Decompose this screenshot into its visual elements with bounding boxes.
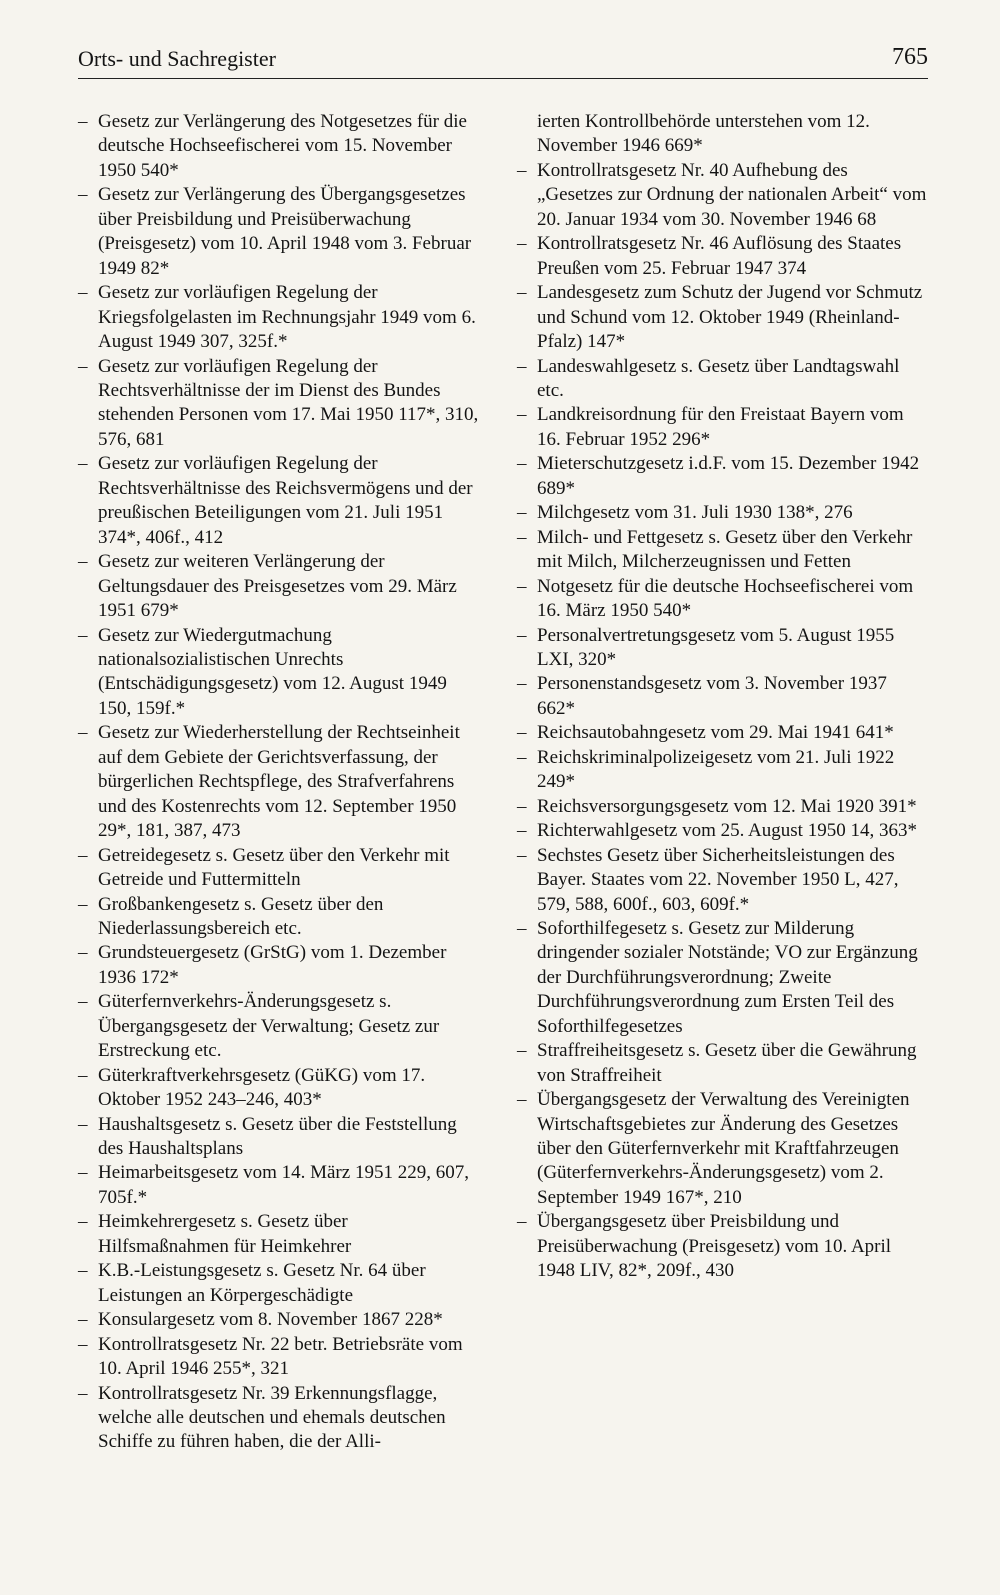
entry-text: Kontrollratsgesetz Nr. 46 Auflösung des Staates Preußen vom 25. Februar 1947 374: [537, 233, 902, 279]
entry-dash: –: [78, 1064, 88, 1086]
entry-dash: –: [517, 575, 527, 597]
entry-dash: –: [78, 355, 88, 377]
index-entry: [517, 1088, 927, 1210]
entry-text: Reichsversorgungsgesetz vom 12. Mai 1920 391*: [537, 795, 917, 817]
entry-text: Übergangsgesetz der Verwaltung des Vereinigten Wirtschaftsgebietes zur Änderung des Gesetzes über den Güterfernverkehr mit Kraftfahrzeugen (Güterfernverkehrs-Änderungsgesetz) vom 2. September 1949 167*, 210: [537, 1089, 910, 1208]
entry-text: Gesetz zur Verlängerung des Notgesetzes für die deutsche Hochseefischerei vom 15. November 1950 540*: [98, 111, 467, 181]
entry-text: Personalvertretungsgesetz vom 5. August 1955 LXI, 320*: [537, 624, 895, 670]
entry-dash: –: [517, 673, 527, 695]
entry-dash: –: [517, 404, 527, 426]
entry-text: Milch- und Fettgesetz s. Gesetz über den Verkehr mit Milch, Milcherzeugnissen und Fetten: [537, 526, 913, 573]
entry-text: Güterkraftverkehrsgesetz (GüKG) vom 17. Oktober 1952 243–246, 403*: [98, 1064, 426, 1111]
entry-text: Soforthilfegesetz s. Gesetz zur Milderung dringender sozialer Notstände; VO zur Ergänzung der Durchführungsverordnung; Zweite Durchführungsverordnung zum Ersten Teil des Soforthilfegesetzes: [537, 917, 918, 1037]
entry-dash: –: [78, 722, 88, 744]
index-entry: [517, 526, 927, 575]
index-entry: [517, 501, 927, 525]
entry-dash: –: [517, 233, 527, 255]
entry-text: Milchgesetz vom 31. Juli 1930 138*, 276: [537, 502, 853, 524]
entry-dash: –: [78, 1309, 88, 1331]
entry-text: Landeswahlgesetz s. Gesetz über Landtagswahl etc.: [537, 355, 900, 401]
index-column-left: [78, 110, 480, 1455]
entry-dash: –: [78, 942, 88, 964]
running-title: Orts- und Sachregister: [78, 46, 276, 71]
index-entry: [517, 403, 927, 452]
index-entry: [78, 1210, 480, 1259]
index-entry: [517, 721, 927, 745]
entry-continuation: ierten Kontrollbehörde unterstehen vom 12. November 1946 669*: [537, 111, 870, 157]
entry-dash: –: [78, 844, 88, 866]
entry-text: Mieterschutzgesetz i.d.F. vom 15. Dezember 1942 689*: [537, 453, 920, 499]
entry-dash: –: [517, 795, 527, 817]
entry-dash: –: [517, 1211, 527, 1233]
index-entry: [517, 672, 927, 721]
entry-dash: –: [78, 453, 88, 475]
index-entry: [78, 1113, 480, 1162]
entry-dash: –: [78, 551, 88, 573]
entry-dash: –: [517, 722, 527, 744]
entry-text: Gesetz zur Wiederherstellung der Rechtseinheit auf dem Gebiete der Gerichtsverfassung, der bürgerlichen Rechtspflege, des Strafverfahrens und des Kostenrechts vom 12. September 1950 29*, 181, 387, 473: [98, 722, 460, 842]
entry-dash: –: [517, 502, 527, 524]
entry-text: Kontrollratsgesetz Nr. 40 Aufhebung des „Gesetzes zur Ordnung der nationalen Arbeit“ vom 20. Januar 1934 vom 30. November 1946 68: [537, 159, 927, 230]
entry-text: Reichskriminalpolizeigesetz vom 21. Juli 1922 249*: [537, 746, 895, 793]
index-entry: [517, 624, 927, 673]
index-entry: [78, 550, 480, 623]
entry-text: Haushaltsgesetz s. Gesetz über die Feststellung des Haushaltsplans: [98, 1113, 457, 1160]
entry-dash: –: [78, 991, 88, 1013]
index-entry: [517, 844, 927, 917]
entry-text: Güterfernverkehrs-Änderungsgesetz s. Übergangsgesetz der Verwaltung; Gesetz zur Erstreckung etc.: [98, 991, 440, 1062]
index-entry: [517, 575, 927, 624]
index-entry: [517, 917, 927, 1039]
entry-dash: –: [517, 1089, 527, 1111]
entry-dash: –: [517, 844, 527, 866]
entry-text: Konsulargesetz vom 8. November 1867 228*: [98, 1309, 443, 1331]
entry-dash: –: [517, 453, 527, 475]
entry-text: Kontrollratsgesetz Nr. 22 betr. Betriebsräte vom 10. April 1946 255*, 321: [98, 1333, 463, 1380]
entry-text: Gesetz zur vorläufigen Regelung der Rechtsverhältnisse der im Dienst des Bundes stehenden Personen vom 17. Mai 1950 117*, 310, 576, 681: [98, 355, 479, 450]
index-entry: [517, 1210, 927, 1283]
index-entry: [517, 746, 927, 795]
entry-text: Personenstandsgesetz vom 3. November 1937 662*: [537, 673, 887, 719]
index-entry: [517, 795, 927, 819]
index-entry: [517, 232, 927, 281]
index-entry: [78, 1259, 480, 1308]
index-entry: [78, 355, 480, 453]
entry-text: Notgesetz für die deutsche Hochseefischerei vom 16. März 1950 540*: [537, 575, 914, 622]
page-number: 765: [892, 44, 928, 70]
index-entry: [78, 452, 480, 550]
index-entry: [78, 941, 480, 990]
entry-dash: –: [517, 282, 527, 304]
entry-text: Gesetz zur Verlängerung des Übergangsgesetzes über Preisbildung und Preisüberwachung (Preisgesetz) vom 10. April 1948 vom 3. Februar 1949 82*: [98, 184, 472, 279]
entry-text: Landkreisordnung für den Freistaat Bayern vom 16. Februar 1952 296*: [537, 404, 904, 450]
entry-dash: –: [78, 1260, 88, 1282]
index-entry: [78, 1161, 480, 1210]
entry-text: Getreidegesetz s. Gesetz über den Verkehr mit Getreide und Futtermitteln: [98, 844, 450, 891]
entry-dash: –: [517, 1040, 527, 1062]
index-entry: [78, 281, 480, 354]
entry-dash: –: [517, 746, 527, 768]
index-entry: [78, 990, 480, 1063]
entry-dash: –: [517, 159, 527, 181]
entry-dash: –: [78, 1211, 88, 1233]
index-entry: [78, 1308, 480, 1332]
entry-text: Sechstes Gesetz über Sicherheitsleistungen des Bayer. Staates vom 22. November 1950 L, 427, 579, 588, 600f., 603, 609f.*: [537, 844, 899, 915]
page-header: [78, 44, 928, 79]
entry-text: Gesetz zur vorläufigen Regelung der Kriegsfolgelasten im Rechnungsjahr 1949 vom 6. August 1949 307, 325f.*: [98, 282, 476, 353]
index-entry: [78, 1382, 480, 1455]
index-entry: [517, 355, 927, 404]
entry-text: Gesetz zur weiteren Verlängerung der Geltungsdauer des Preisgesetzes vom 29. März 1951 679*: [98, 551, 457, 622]
entry-text: Straffreiheitsgesetz s. Gesetz über die Gewährung von Straffreiheit: [537, 1040, 917, 1086]
index-entry: [78, 1064, 480, 1113]
entry-text: Gesetz zur vorläufigen Regelung der Rechtsverhältnisse des Reichsvermögens und der preußischen Beteiligungen vom 21. Juli 1951 374*, 406f., 412: [98, 453, 473, 548]
index-entry: [517, 281, 927, 354]
index-entry: [78, 721, 480, 843]
entry-text: Großbankengesetz s. Gesetz über den Niederlassungsbereich etc.: [98, 893, 384, 939]
entry-dash: –: [517, 917, 527, 939]
index-entry: [78, 624, 480, 722]
entry-dash: –: [78, 1333, 88, 1355]
entry-dash: –: [78, 282, 88, 304]
entry-dash: –: [78, 111, 88, 132]
index-entry: [517, 159, 927, 232]
index-entry: [78, 110, 480, 183]
entry-dash: –: [517, 820, 527, 842]
index-column-right: [517, 110, 927, 1284]
entry-text: Richterwahlgesetz vom 25. August 1950 14, 363*: [537, 820, 917, 842]
index-entry: [78, 1333, 480, 1382]
entry-dash: –: [78, 184, 88, 206]
entry-dash: –: [78, 1162, 88, 1184]
entry-text: Gesetz zur Wiedergutmachung nationalsozialistischen Unrechts (Entschädigungsgesetz) vom 12. August 1949 150, 159f.*: [98, 624, 447, 719]
entry-dash: –: [78, 893, 88, 915]
entry-dash: –: [517, 624, 527, 646]
entry-text: Heimarbeitsgesetz vom 14. März 1951 229, 607, 705f.*: [98, 1162, 469, 1208]
index-entry: [78, 844, 480, 893]
entry-text: Grundsteuergesetz (GrStG) vom 1. Dezember 1936 172*: [98, 942, 447, 988]
index-entry: [78, 183, 480, 281]
entry-dash: –: [78, 1382, 88, 1404]
index-entry: [517, 1039, 927, 1088]
index-entry: [517, 452, 927, 501]
entry-dash: –: [517, 526, 527, 548]
entry-dash: –: [78, 1113, 88, 1135]
entry-text: K.B.-Leistungsgesetz s. Gesetz Nr. 64 über Leistungen an Körpergeschädigte: [98, 1260, 426, 1306]
entry-text: Reichsautobahngesetz vom 29. Mai 1941 641*: [537, 722, 894, 744]
entry-text: Landesgesetz zum Schutz der Jugend vor Schmutz und Schund vom 12. Oktober 1949 (Rheinland-Pfalz) 147*: [537, 282, 923, 353]
index-entry: [517, 819, 927, 843]
entry-text: Übergangsgesetz über Preisbildung und Preisüberwachung (Preisgesetz) vom 10. April 1948 LIV, 82*, 209f., 430: [537, 1211, 892, 1282]
entry-text: Heimkehrergesetz s. Gesetz über Hilfsmaßnahmen für Heimkehrer: [98, 1211, 352, 1257]
index-entry: [78, 893, 480, 942]
entry-dash: –: [78, 624, 88, 646]
entry-dash: –: [517, 355, 527, 377]
entry-text: Kontrollratsgesetz Nr. 39 Erkennungsflagge, welche alle deutschen und ehemals deutschen Schiffe zu führen haben, die der Alli-: [98, 1382, 446, 1453]
